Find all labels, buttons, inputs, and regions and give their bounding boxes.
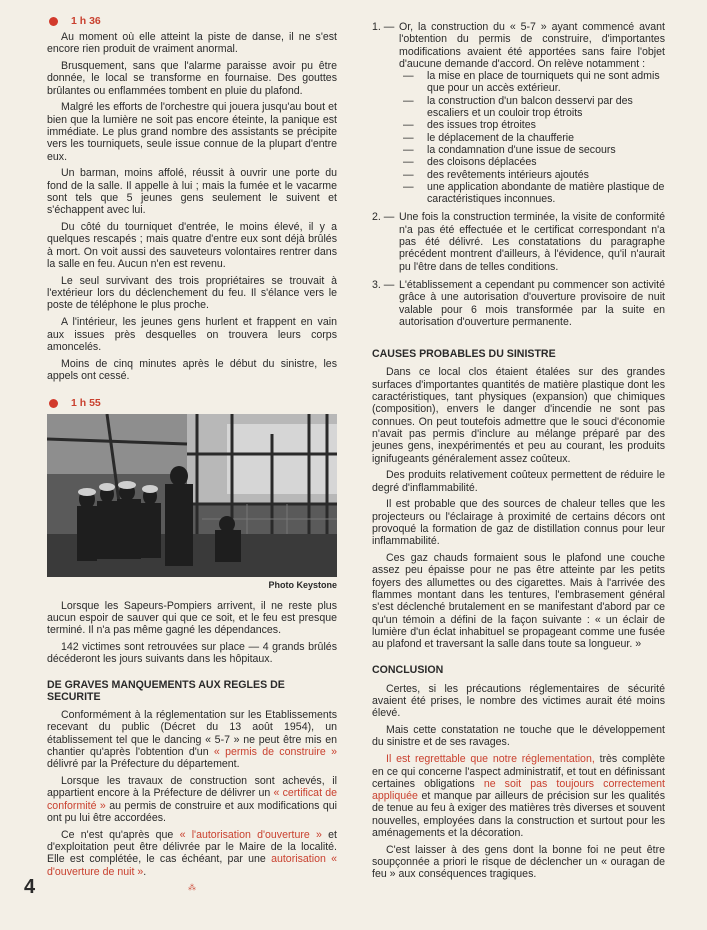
paragraph: Dans ce local clos étaient étalées sur des grandes surfaces d'importantes quantités de matière plastique dont les caractéristiques, tant physiques (expansion) que chimiques (composition), envers le danger d'incendie ne sont pas connues. On peut toutefois admettre que le souci d'économie n'avait pas permis d'inclure au mélange préparé par des jeunes gens, inexpérimentés et peu au courant, les produits ignifugeants généralement assez coûteux. [372, 366, 665, 465]
numbered-item-3 [372, 279, 665, 328]
highlight-text: « l'autorisation d'ouverture » [179, 828, 322, 841]
paragraph: Il est regrettable que notre réglementation, très complète en ce qui concerne l'aspect administratif, et tout en définissant certaines obligations ne soit pas toujours correctement appliquée et manque par ailleurs de précision sur les qualités de tenue au feu à exiger des matières très diverses et souvent nouvelles, employées dans la construction et surtout pour les aménagements et la décoration. [372, 753, 665, 840]
list-item: — la condamnation d'une issue de secours [403, 143, 616, 156]
list-item: — des revêtements intérieurs ajoutés [403, 168, 589, 181]
list-item: — une application abondante de matière plastique de caractéristiques inconnues. [403, 180, 665, 206]
highlight-text: « certificat de conformité » [47, 787, 337, 812]
paragraph: 142 victimes sont retrouvées sur place — 4 grands brûlés décéderont les jours suivants dans les hôpitaux. [47, 640, 337, 666]
timeline-time-2: 1 h 55 [71, 397, 101, 410]
paragraph: Lorsque les Sapeurs-Pompiers arrivent, il ne reste plus aucun espoir de sauver qui que ce soit, et le feu est presque terminé. Il n'a pas même gagné les dépendances. [47, 599, 337, 637]
item-number: 1. — [372, 21, 395, 33]
paragraph: Certes, si les précautions réglementaires de sécurité avaient été prises, le nombre des victimes aurait été moins élevé. [372, 682, 665, 720]
section-title-causes: CAUSES PROBABLES DU SINISTRE [372, 348, 556, 361]
item-number: 3. — [372, 278, 395, 291]
list-item: — le déplacement de la chaufferie [403, 131, 575, 144]
paragraph: Au moment où elle atteint la piste de danse, il ne s'est encore rien produit de vraiment anormal. [47, 31, 337, 56]
red-bullet-icon [49, 17, 58, 26]
paragraph: Moins de cinq minutes après le début du sinistre, les appels ont cessé. [47, 357, 337, 382]
paragraph: Du côté du tourniquet d'entrée, le moins élevé, il y a quelques rescapés ; mais quatre d'entre eux sont déjà brûlés à mort. On voit aussi des sauveteurs volontaires rentrer dans la salle en feu. Aucun n'en est revenu. [47, 221, 337, 271]
paragraph: Il est probable que des sources de chaleur telles que les projecteurs ou l'éclairage à proximité de certains décors ont provoqué la formation de gaz de distillation connus pour leur inflammabilité. [372, 498, 665, 548]
list-item: — la construction d'un balcon desservi par des escaliers et un couloir trop étroits [403, 94, 633, 120]
item-text: Une fois la construction terminée, la visite de conformité n'a pas été effectuée et le certificat correspondant n'a pas été délivré. Les constatations du paragraphe précédent montrent d'ailleurs, à l'évidence, qu'il n'aurait pu l'être dans de telles conditions. [399, 211, 665, 273]
item-text: L'établissement a cependant pu commencer son activité grâce à une autorisation d'ouverture provisoire de nuit valable pour 6 mois transformée par la suite en autorisation d'ouverture permanente. [399, 278, 665, 328]
list-item: — des issues trop étroites [403, 119, 536, 132]
paragraph: Malgré les efforts de l'orchestre qui jouera jusqu'au bout et bien que la lumière ne soit pas encore éteinte, la panique est immédiate. Le plus grand nombre des assistants se précipite vers les tourniquets, seule issue connue de la plupart d'entre eux. [47, 101, 337, 163]
numbered-item-1 [372, 21, 665, 205]
fire-aftermath-photo [47, 414, 337, 577]
paragraph: Le seul survivant des trois propriétaires se trouvait à l'extérieur lors du déclenchement du feu. Il s'élance vers le poste de téléphone le plus proche. [47, 274, 337, 312]
red-bullet-icon [49, 399, 58, 408]
left-column [47, 14, 337, 895]
section-title-conclusion: CONCLUSION [372, 664, 444, 677]
highlight-text: « permis de construire » [213, 745, 338, 758]
highlight-text: ne soit pas toujours correctement appliquée [372, 777, 665, 803]
timeline-time-1: 1 h 36 [71, 14, 101, 27]
timeline-heading-1 [47, 14, 337, 28]
paragraph: Ce n'est qu'après que « l'autorisation d'ouverture » et d'exploitation peut être délivrée par le Maire de la localité. Elle est complétée, le cas échéant, par une autorisation « d'ouverture de nuit ». [47, 828, 337, 878]
list-item: — des cloisons déplacées [403, 156, 537, 169]
paragraph: Un barman, moins affolé, réussit à ouvrir une porte du fond de la salle. Il appelle à lui ; mais la fumée et le vacarme sont tels que 5 jeunes gens seulement le suivent et s'échappent avec lui. [47, 167, 337, 217]
paragraph: C'est laisser à des gens dont la bonne foi ne peut être soupçonnée a priori le risque de déclencher un « ouragan de feu » aux conséquences tragiques. [372, 843, 665, 881]
item-text: Or, la construction du « 5-7 » ayant commencé avant l'obtention du permis de construire, d'importantes modifications avaient été apportées sans faire l'objet d'aucune demande d'accord. On relève notamment : [399, 21, 665, 70]
paragraph: Mais cette constatation ne touche que le développement du sinistre et de ses ravages. [372, 724, 665, 749]
section-title-safety: DE GRAVES MANQUEMENTS AUX REGLES DE SECURITE [47, 678, 285, 703]
paragraph: A l'intérieur, les jeunes gens hurlent et frappent en vain aux issues près desquelles on trouvera leurs corps amoncelés. [47, 316, 337, 353]
timeline-heading-2 [47, 396, 337, 410]
item-number: 2. — [372, 211, 395, 224]
right-column [372, 21, 665, 885]
page-number: 4 [24, 876, 36, 898]
paragraph: Brusquement, sans que l'alarme paraisse avoir pu être donnée, le local se transforme en fournaise. Des gouttes brûlantes ou enflammées tombent en pluie du plafond. [47, 60, 337, 97]
photo-credit: Photo Keystone [268, 580, 337, 591]
paragraph: Lorsque les travaux de construction sont achevés, il appartient encore à la Préfecture de délivrer un « certificat de conformité » au permis de construire et aux modifications qui ont pu lui être accordées. [47, 775, 337, 824]
paragraph: Des produits relativement coûteux permettent de réduire le degré d'inflammabilité. [372, 469, 665, 494]
paragraph: Ces gaz chauds formaient sous le plafond une couche assez peu épaisse pour ne pas être atteinte par les petits foyers des allumettes ou des cigarettes. Mais à l'arrivée des flammes montant dans les tentures, l'embrasement général s'est déclenché brutalement en se manifestant d'abord par ce qu'un témoin a défini de la façon suivante : « un éclair de lumière d'un éclat inhabituel se propageant comme une fusée au plafond et traversant la salle dans toute sa longueur. » [372, 552, 665, 651]
bullet-list [399, 70, 665, 205]
list-item: — la mise en place de tourniquets qui ne sont admis que pour un accès extérieur. [403, 70, 660, 95]
numbered-item-2 [372, 211, 665, 272]
highlight-text: autorisation « d'ouverture de nuit » [47, 853, 337, 878]
paragraph: Conformément à la réglementation sur les Etablissements recevant du public (Décret du 13 août 1954), un établissement tel que le dancing « 5-7 » ne peut être mis en chantier qu'après l'obtention d'un « permis de construire » délivré par la Préfecture du département. [47, 709, 338, 771]
ornament-stars-icon: ⁂ [188, 883, 196, 893]
highlight-text: Il est regrettable que notre réglementation, [386, 753, 595, 766]
